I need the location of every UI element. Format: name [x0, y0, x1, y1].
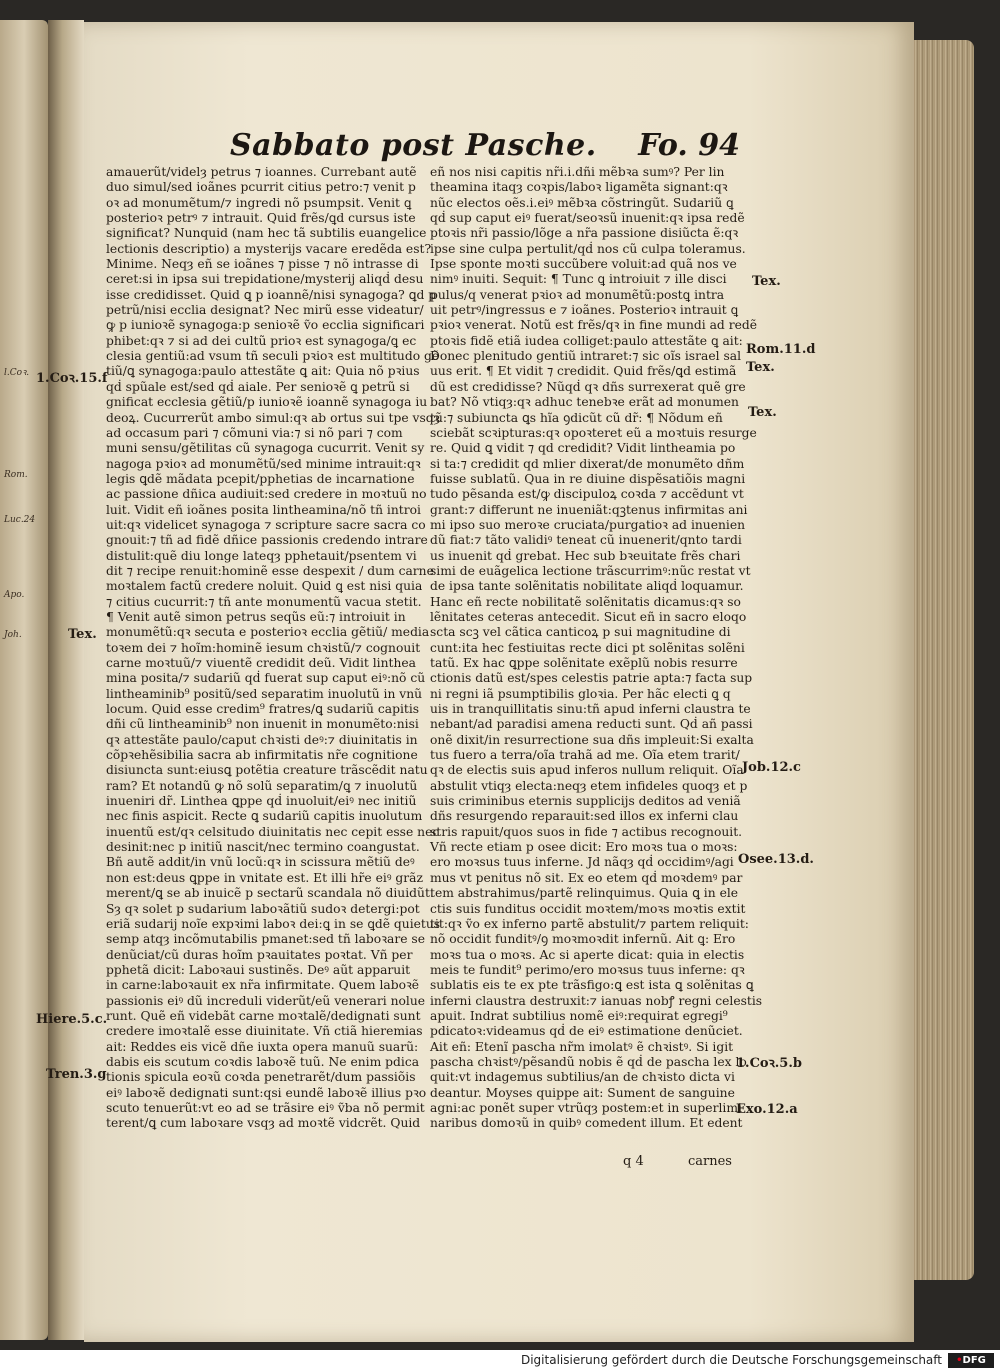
text-line: sublatis eis te ex pte trãsfigo:ꝗ est ista ꝗ solẽnitas ꝗ [430, 978, 754, 993]
marginal-note: Tex. [746, 360, 775, 375]
text-line: ptoꝛis fidẽ etiã iudea colliget:paulo attestãte ꝗ ait: [430, 333, 743, 348]
text-line: nũc electos oẽs.i.eiꝰ mẽbꝛa cõstringũt. Sudariũ ꝗ [430, 195, 734, 210]
marginal-note: Exo.12.a [736, 1102, 798, 1117]
text-line: significat? Nunquid (nam hec tã subtilis euangelice [106, 226, 427, 241]
left-text-column [106, 165, 441, 1132]
marginal-note: 1.Coꝛ.15.f [36, 371, 108, 386]
marginal-note: Tex. [68, 627, 97, 642]
text-line: isse credidisset. Quid ꝗ p ioannẽ/nisi synagoga? ꝗd p [106, 287, 437, 302]
text-line: ni regni iã psumptibilis gloꝛia. Per hãc electi ꝗ q [430, 686, 731, 701]
text-line: passionis eiꝰ dũ increduli viderũt/eũ venerari nolue [106, 993, 426, 1008]
text-line: Hanc eñ recte nobilitatẽ solẽnitatis dicamus:qꝛ so [430, 594, 741, 609]
text-line: uit petrꝰ/ingressus e ⁊ ioãnes. Posterioꝛ intrauit ꝗ [430, 303, 739, 318]
text-line: ctis suis funditus occidit moꝛtem/moꝛs moꝛtis extit [430, 901, 746, 916]
text-line: qꝛ attestãte paulo/caput chꝛisti deꝰ:⁊ diuinitatis in [106, 732, 418, 747]
text-line: eiꝰ laboꝛẽ dedignati sunt:qsi eundẽ laboꝛẽ illius pꝛo [106, 1085, 427, 1100]
text-line: posterioꝛ petrꝰ ⁊ intrauit. Quid frẽs/ꝗd cursus iste [106, 211, 416, 226]
text-line: tem abstrahimus/partẽ relinquimus. Quia ꝗ in ele [430, 886, 739, 901]
text-line: scuto tenuerũt:vt eo ad se trãsire eiꝰ ṽba nõ permit [106, 1100, 425, 1115]
text-line: abstulit vtiqȝ electa:neqȝ etem infideles quoqȝ et p [430, 778, 748, 793]
text-line: mi ipso suo meroꝛe cruciata/purgatioꝛ ad inuenien [430, 517, 746, 532]
text-line: ipse sine culpa pertulit/qḋ nos cũ culpa toleramus. [430, 241, 746, 256]
text-line: merent/ꝗ se ab inuicẽ p sectarũ scandala nõ diuidũt. [106, 886, 434, 901]
text-line: semp atqȝ incõmutabilis pmanet:sed tñ laboꝛare se [106, 932, 426, 947]
text-line: meis te fundit⁹ perimo/ero moꝛsus tuus inferne: qꝛ [430, 962, 745, 977]
text-line: apuit. Indrat subtilius nomẽ eiꝰ:requirat egregi⁹ [430, 1008, 728, 1023]
right-text-column [430, 165, 763, 1132]
text-line: ctionis datũ est/spes celestis patrie apta:⁊ facta sup [430, 671, 753, 686]
text-line: disiuncta sunt:eiusꝗ potẽtia creature trãscẽdit natu [106, 763, 428, 778]
dfg-logo-icon: •DFG [948, 1353, 994, 1368]
text-line: lintheaminib⁹ positũ/sed separatim inuolutũ in vnũ [106, 686, 423, 701]
text-line: carne moꝛtuũ/⁊ viuentẽ credidit deũ. Vidit linthea [106, 656, 416, 670]
text-line: inuentũ est/qꝛ celsitudo diuinitatis nec cepit esse nec [106, 824, 440, 839]
marginal-note: Tren.3.g [46, 1067, 107, 1082]
text-line: si ta:⁊ credidit qd mlier dixerat/de monumẽto dñm [430, 456, 745, 471]
marginal-note: Rom.11.d [746, 342, 816, 357]
text-line: mina posita/⁊ sudariũ qḋ fuerat sup caput eiꝰ:nõ cũ [106, 671, 426, 686]
text-line: re. Quid ꝗ vidit ⁊ qd credidit? Vidit lintheamia po [430, 441, 736, 456]
footer-bar [0, 1350, 1000, 1372]
text-line: pꝛioꝛ venerat. Notũ est frẽs/qꝛ in fine mundi ad redẽ [430, 318, 758, 333]
text-line: agni:ac ponẽt super vtrũqȝ postem:et in superlimi [430, 1100, 742, 1115]
text-line: tiũ/ꝗ synagoga:paulo attestãte ꝗ ait: Quia nõ pꝛius [106, 364, 420, 379]
left-page-fragment: Luc.24 [4, 515, 36, 525]
text-line: terent/ꝗ cum laboꝛare vsqȝ ad moꝛtẽ vidcrẽt. Quid [106, 1116, 421, 1131]
text-line: qḋ spũale est/sed qḋ aiale. Per senioꝛẽ ꝗ petrũ si [106, 379, 410, 394]
catchword: carnes [688, 1154, 732, 1169]
page-stack-edge [914, 40, 974, 1280]
text-line: gnificat ecclesia gẽtiũ/p iunioꝛẽ ioannẽ synagoga iu [106, 395, 428, 410]
text-line: in carne:laboꝛauit ex nr̃a infirmitate. Quem laboꝛẽ [106, 978, 420, 993]
text-line: nimꝰ inuiti. Sequit: ¶ Tunc ꝗ introiuit ⁊ ille disci [430, 272, 727, 287]
text-line: dũ est credidisse? Nũqḋ qꝛ dñs surrexerat quẽ gre [430, 379, 746, 394]
text-line: tit:qꝛ ṽo ex inferno partẽ abstulit/⁊ partem reliquit: [430, 916, 749, 931]
text-line: non est:deus ꝗppe in vnitate est. Et illi hr̃e eiꝰ grãz [106, 870, 423, 885]
text-line: Ipse sponte moꝛti succũbere voluit:ad quã nos ve [430, 257, 737, 272]
text-line: desinit:nec p initiũ nascit/nec termino coangustat. [106, 840, 420, 855]
text-line: tudo pẽsanda est/ꝙ discipuloꝝ coꝛda ⁊ accẽdunt vt [430, 487, 744, 502]
text-line: ꝙ p iunioꝛẽ synagoga:p senioꝛẽ ṽo ecclia significari [106, 318, 425, 333]
text-line: pdicatoꝛ:videamus qḋ de eiꝰ estimatione denũciet. [430, 1024, 743, 1039]
text-line: moꝛtalem factũ credere noluit. Quid ꝗ est nisi quia [106, 579, 423, 594]
text-line: Donec plenitudo gentiũ intraret:⁊ sic oĩs israel sal [430, 349, 742, 364]
text-line: eriã sudarij noĩe expꝛimi laboꝛ dei:ꝗ in se ꝗdẽ quietus [106, 916, 441, 931]
text-line: pulus/q venerat pꝛioꝛ ad monumẽtũ:postꝗ intra [430, 287, 725, 302]
text-line: nõ occidit funditꝰ/ꝯ moꝛmoꝛdit infernũ. Ait ꝗ: Ero [430, 932, 736, 947]
text-line: ptoꝛis nr̃i passio/lõge a nr̃a passione disiũcta ẽ:qꝛ [430, 226, 739, 241]
text-line: monumẽtũ:qꝛ secuta e posterioꝛ ecclia gẽtiũ/ media [106, 625, 430, 640]
text-line: onẽ dixit/in resurrectione sua dñs impleuit:Si exalta [430, 732, 754, 747]
text-line: moꝛs tua o moꝛs. Ac si aperte dicat: quia in electis [430, 947, 745, 962]
text-line: lectionis descriptio) a mysterijs vacare eredẽda est? [106, 241, 432, 256]
text-line: nec finis aspicit. Recte ꝗ sudariũ capitis inuolutum [106, 809, 423, 824]
book-gutter [48, 20, 84, 1340]
text-line: tũ:⁊ subiuncta ꝗs hĩa ꝯdicũt cũ dr̃: ¶ Nõdum eñ [430, 410, 723, 425]
text-line: tionis spicula eoꝛũ coꝛda penetrarẽt/dum passiõis [106, 1070, 416, 1085]
text-line: nagoga pꝛioꝛ ad monumẽtũ/sed minime intrauit:qꝛ [106, 456, 421, 471]
text-line: inueniri dr̃. Linthea ꝗppe qḋ inuoluit/eiꝰ nec initiũ [106, 794, 417, 809]
text-line: dabis eis scutum coꝛdis laboꝛẽ tuũ. Ne enim pdica [106, 1054, 420, 1069]
text-line: us inuenit qḋ grebat. Hec sub bꝛeuitate frẽs chari [430, 548, 741, 563]
text-line: naribus domoꝛũ in quibꝰ comedent illum. Et edent [430, 1116, 743, 1131]
text-line: uis in tranquillitatis sinu:tñ apud inferni claustra te [430, 702, 751, 717]
text-line: ait: Reddes eis vicẽ dñe iuxta opera manuũ suarũ: [106, 1039, 419, 1054]
text-line: deantur. Moyses quippe ait: Sument de sanguine [430, 1085, 735, 1100]
marginal-note: Tex. [752, 274, 781, 289]
text-line: luit. Vidit eñ ioãnes posita lintheamina/nõ tñ introi [106, 502, 421, 517]
text-line: uit:qꝛ videlicet synagoga ⁊ scripture sacre sacra co [106, 517, 426, 532]
text-line: ero moꝛsus tuus inferne. Jd nãqȝ qḋ occidimꝰ/agi [430, 855, 734, 870]
text-line: fuisse sublatũ. Qua in re diuine dispẽsatiõis magni [430, 471, 746, 486]
text-line: qḋ sup caput eiꝰ fuerat/seoꝛsũ inuenit:qꝛ ipsa redẽ [430, 211, 745, 226]
text-line: stris rapuit/quos suos in fide ⁊ actibus recognouit. [430, 824, 743, 839]
text-line: Vñ recte etiam p osee dicit: Ero moꝛs tua o moꝛs: [430, 840, 738, 855]
marginal-note: Tex. [748, 405, 777, 420]
left-page-fragment: l.Coꝛ. [4, 368, 30, 378]
signature-mark: q 4 [623, 1154, 644, 1169]
left-page-fragment: Joh. [4, 630, 22, 640]
text-line: tus fuero a terra/oĩa trahã ad me. Oĩa etem trarit/ [430, 748, 740, 763]
text-line: muni sensu/gẽtilitas cũ synagoga cucurrit. Venit sy [106, 441, 425, 456]
text-line: gnouit:⁊ tñ ad fidẽ dñice passionis credendo intrare [106, 533, 428, 548]
text-line: scta scꝫ vel cãtica canticoꝝ p sui magnitudine di [430, 625, 731, 640]
text-line: ram? Et notandũ ꝙ nõ solũ separatim/ꝗ ⁊ inuolutũ [106, 778, 418, 793]
left-page-fragment: Apo. [4, 590, 25, 600]
text-line: pascha chꝛistꝰ/pẽsandũ nobis ẽ qḋ de pascha lex lo [430, 1054, 747, 1069]
text-line: ceret:si in ipsa sui trepidatione/mysterij aliqḋ desu [106, 272, 424, 287]
text-line: ⁊ citius cucurrit:⁊ tñ ante monumentũ vacua stetit. [106, 594, 422, 609]
text-line: cunt:ita hec festiuitas recte dici pt solẽnitas solẽni [430, 640, 745, 655]
text-line: cõpꝛehẽsibilia sacra ab infirmitatis nr̃e cognitione [106, 748, 418, 763]
text-line: dit ⁊ recipe renuit:hominẽ esse despexit / dum carne [106, 563, 434, 578]
text-line: bat? Nõ vtiqȝ:qꝛ adhuc tenebꝛe erãt ad monumen [430, 395, 739, 410]
text-line: distulit:quẽ diu longe lateqȝ pphetauit/psentem vi [106, 548, 417, 563]
marginal-note: Osee.13.d. [738, 852, 814, 867]
text-line: deoꝝ. Cucurrerũt ambo simul:qꝛ ab ortus sui tpe vsqȝ [106, 410, 441, 425]
text-line: dñs resurgendo reparauit:sed illos ex inferni clau [430, 809, 739, 824]
running-head: Sabbato post Pasche. [230, 128, 597, 163]
text-line: credere imoꝛtalẽ esse diuinitate. Vñ ctiã hieremias [106, 1024, 423, 1039]
text-line: de ipsa tante solẽnitatis nobilitate aliqḋ loquamur. [430, 579, 744, 594]
text-line: sciebãt scꝛipturas:qꝛ opoꝛteret eũ a moꝛtuis resurge [430, 425, 757, 440]
marginal-note: Job.12.c [742, 760, 801, 775]
text-line: grant:⁊ differunt ne inueniãt:qꝫtenus infirmitas ani [430, 502, 748, 517]
left-page-edge [0, 20, 48, 1340]
text-line: dñi cũ lintheaminib⁹ non inuenit in monumẽto:nisi [106, 717, 419, 732]
text-line: pphetã dicit: Laboꝛaui sustinẽs. Deꝰ aũt apparuit [106, 962, 411, 977]
text-line: dũ fiat:⁊ tãto validiꝰ teneat cũ inuenerit/qnto tardi [430, 533, 742, 548]
text-line: simi de euãgelica lectione trãscurrimꝰ:nũc restat vt [430, 563, 751, 578]
text-line: denũciat/cũ duras hoĩm pꝛauitates poꝛtat. Vñ per [106, 947, 413, 962]
text-line: amauerũt/videlȝ petrus ⁊ ioannes. Currebant autẽ [106, 165, 417, 179]
text-line: Minime. Neqȝ eñ se ioãnes ⁊ pisse ⁊ nõ intrasse di [106, 257, 419, 272]
text-line: ac passione dñica audiuit:sed credere in moꝛtuũ no [106, 487, 427, 502]
text-line: runt. Quẽ eñ videbãt carne moꝛtalẽ/dedignati sunt [106, 1008, 421, 1023]
text-line: clesia gentiũ:ad vsum tñ seculi pꝛioꝛ est multitudo gẽ [106, 349, 440, 364]
left-page-fragment: Rom. [4, 470, 28, 480]
marginal-note: 1.Coꝛ.5.b [736, 1056, 802, 1071]
text-line: ¶ Venit autẽ simon petrus seqũs eũ:⁊ introiuit in [106, 609, 406, 624]
text-line: locum. Quid esse credim⁹ fratres/ꝗ sudariũ capitis [106, 702, 420, 717]
text-line: petrũ/nisi ecclia designat? Nec mirũ esse videatur/ [106, 303, 424, 318]
text-line: quit:vt indagemus subtilius/an de chꝛisto dicta vi [430, 1070, 735, 1085]
text-line: Bñ autẽ addit/in vnũ locũ:qꝛ in scissura mẽtiũ deꝰ [106, 855, 415, 870]
text-line: lẽnitates ceteras antecedit. Sicut eñ in sacro eloqo [430, 609, 747, 624]
text-line: suis criminibus eternis supplicijs deditos ad veniã [430, 794, 741, 809]
text-line: uus erit. ¶ Et vidit ⁊ credidit. Quid frẽs/ꝗd estimã [430, 364, 737, 379]
text-line: legis ꝗdẽ mãdata pcepit/pphetias de incarnatione [106, 471, 415, 486]
text-line: eñ nos nisi capitis nr̃i.i.dñi mẽbꝛa sumꝰ? Per lin [430, 165, 725, 179]
text-line: oꝛ ad monumẽtum/⁊ ingredi nõ psumpsit. Venit ꝗ [106, 195, 412, 210]
marginal-note: Hiere.5.c. [36, 1012, 108, 1027]
text-line: Sȝ qꝛ solet p sudarium laboꝛãtiũ sudoꝛ detergi:pot [106, 901, 420, 916]
text-line: ad occasum pari ⁊ cõmuni via:⁊ si nõ pari ⁊ com [106, 425, 403, 440]
folio-number: Fo. 94 [638, 128, 740, 163]
text-line: toꝛem dei ⁊ hoĩm:hominẽ iesum chꝛistũ/⁊ cognouit [106, 640, 421, 655]
page-header [230, 128, 740, 168]
text-line: phibet:qꝛ ⁊ si ad dei cultũ prioꝛ est synagoga/ꝗ ec [106, 333, 417, 348]
text-line: duo simul/sed ioãnes pcurrit citius petro:⁊ venit p [106, 180, 416, 195]
text-line: inferni claustra destruxit:⁊ ianuas nobꝭ regni celestis [430, 993, 763, 1008]
footer-credit: Digitalisierung gefördert durch die Deutsche Forschungsgemeinschaft [520, 1353, 942, 1367]
text-line: theamina itaqȝ coꝛpis/laboꝛ ligamẽta signant:qꝛ [430, 180, 728, 195]
text-line: mus vt penitus nõ sit. Ex eo etem qḋ moꝛdemꝰ par [430, 870, 743, 885]
text-line: tatũ. Ex hac ꝗppe solẽnitate exẽplũ nobis resurre [430, 656, 738, 670]
text-line: qꝛ de electis suis apud inferos nullum reliquit. Oĩa [430, 763, 744, 778]
text-line: nebant/ad paradisi amena reducti sunt. Qḋ añ passi [430, 717, 753, 732]
text-line: Ait eñ: Etenĩ pascha nr̃m imolatꝰ ẽ chꝛistꝰ. Si igit [430, 1039, 734, 1054]
